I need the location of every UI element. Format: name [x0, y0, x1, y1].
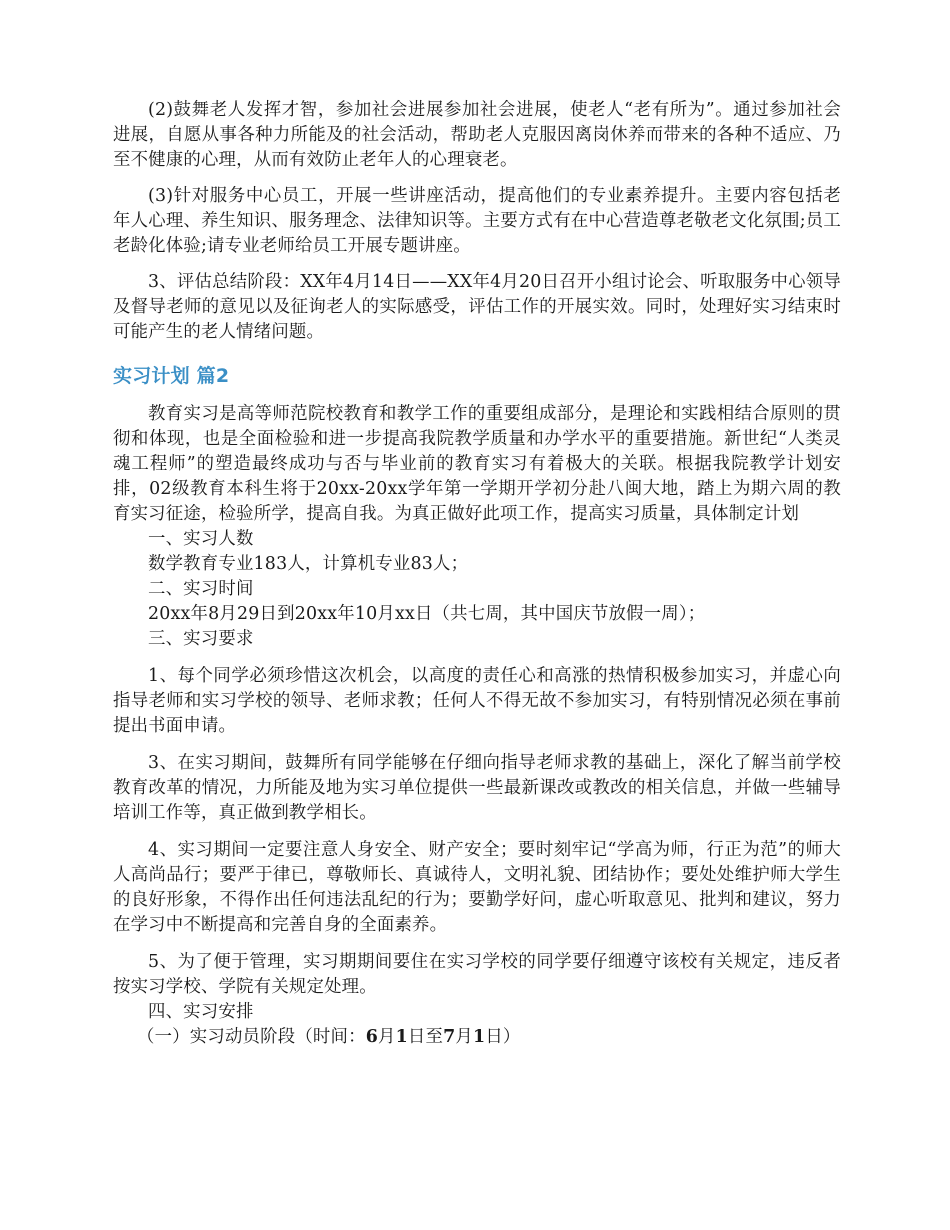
section-heading: 实习计划 篇2	[113, 365, 230, 387]
document-page	[113, 98, 841, 1050]
stage-text-month: 月	[378, 1027, 396, 1047]
item-heading-arrangement: 四、实习安排	[148, 1002, 254, 1022]
stage-text-to: 日至	[407, 1027, 444, 1047]
item-body-time: 20xx年8月29日到20xx年10月xx日（共七周，其中国庆节放假一周）；	[148, 604, 706, 624]
paragraph-staff-lectures: (3)针对服务中心员工，开展一些讲座活动，提高他们的专业素养提升。主要内容包括老年人心理、养生知识、服务理念、法律知识等。主要方式有在中心营造尊老敬老文化氛围;员工老龄化体验;请专业老师给员工开展专题讲座。	[113, 186, 841, 256]
requirement-item: 5、为了便于管理，实习期期间要住在实习学校的同学要仔细遵守该校有关规定，违反者按实习学校、学院有关规定处理。	[113, 952, 841, 997]
item-heading-time: 二、实习时间	[148, 579, 254, 599]
stage-mobilization	[113, 1025, 841, 1050]
requirement-item: 1、每个同学必须珍惜这次机会，以高度的责任心和高涨的热情积极参加实习，并虚心向指导老师和实习学校的领导、老师求教；任何人不得无故不参加实习，有特别情况必须在事前提出书面申请。	[113, 666, 841, 736]
paragraph-evaluation-stage: 3、评估总结阶段：XX年4月14日——XX年4月20日召开小组讨论会、听取服务中心领导及督导老师的意见以及征询老人的实际感受，评估工作的开展实效。同时，处理好实习结束时可能产生的老人情绪问题。	[113, 272, 841, 342]
item-body-headcount: 数学教育专业183人，计算机专业83人；	[148, 554, 469, 574]
requirement-item: 4、实习期间一定要注意人身安全、财产安全；要时刻牢记“学高为师，行正为范”的师大人高尚品行；要严于律已，尊敬师长、真诚待人，文明礼貌、团结协作；要处处维护师大学生的良好形象，不得作出任何违法乱纪的行为；要勤学好问，虚心听取意见、批判和建议，努力在学习中不断提高和完善自身的全面素养。	[113, 840, 841, 935]
stage-start-month: 6	[365, 1027, 378, 1047]
stage-prefix: （一）实习动员阶段（时间：	[137, 1027, 366, 1047]
paragraph-elderly-talent: (2)鼓舞老人发挥才智，参加社会进展参加社会进展，使老人“老有所为”。通过参加社会进展，自愿从事各种力所能及的社会活动，帮助老人克服因离岗休养而带来的各种不适应、乃至不健康的心理，从而有效防止老年人的心理衰老。	[113, 100, 841, 170]
item-heading-requirements: 三、实习要求	[148, 629, 254, 649]
paragraph-intro: 教育实习是高等师范院校教育和教学工作的重要组成部分，是理论和实践相结合原则的贯彻和体现，也是全面检验和进一步提高我院教学质量和办学水平的重要措施。新世纪“人类灵魂工程师”的塑造最终成功与否与毕业前的教育实习有着极大的关联。根据我院教学计划安排，02级教育本科生将于20xx-20xx学年第一学期开学初分赴八闽大地，踏上为期六周的教育实习征途，检验所学，提高自我。为真正做好此项工作，提高实习质量，具体制定计划	[113, 404, 841, 524]
stage-end-month: 7	[443, 1027, 456, 1047]
stage-suffix: 日）	[485, 1027, 521, 1047]
item-heading-headcount: 一、实习人数	[148, 529, 254, 549]
requirement-item: 3、在实习期间，鼓舞所有同学能够在仔细向指导老师求教的基础上，深化了解当前学校教育改革的情况，力所能及地为实习单位提供一些最新课改或教改的相关信息，并做一些辅导培训工作等，真正做到教学相长。	[113, 753, 841, 823]
stage-start-day: 1	[395, 1027, 408, 1047]
stage-end-day: 1	[473, 1027, 486, 1047]
stage-text-month-2: 月	[455, 1027, 473, 1047]
